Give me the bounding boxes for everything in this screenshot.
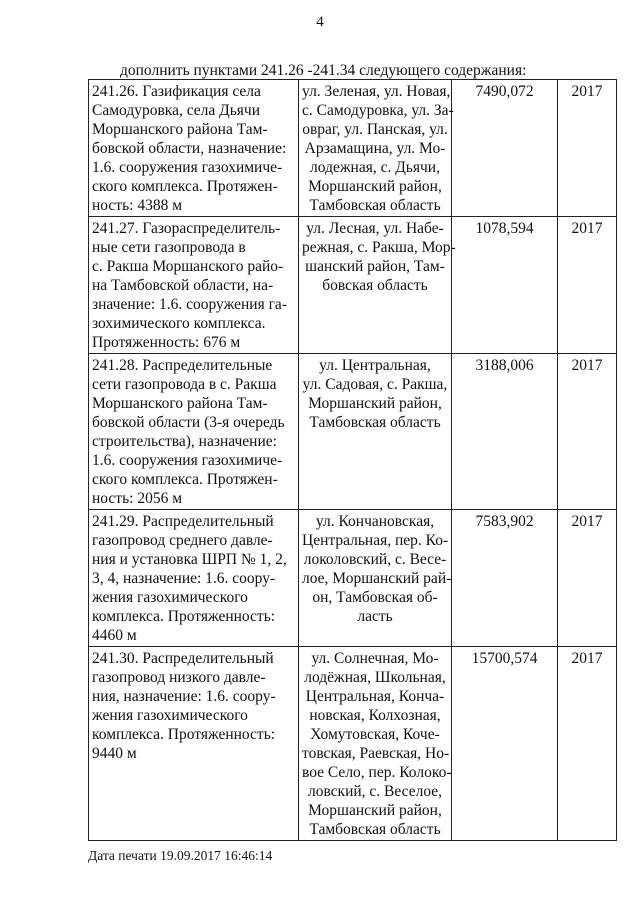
object-cost-cell: 3188,006 — [452, 354, 558, 510]
object-cost-cell: 1078,594 — [452, 217, 558, 354]
object-name-cell-line: комплекса. Протяженность: — [92, 608, 276, 625]
object-address-cell-line: Центральная, Конча- — [305, 688, 445, 705]
object-name-cell-line: ния и установка ШРП № 1, 2, — [92, 551, 287, 568]
object-address-cell-line: новская, Колхозная, — [309, 707, 441, 724]
object-address-cell-line: Тамбовская область — [309, 821, 441, 838]
object-year-cell: 2017 — [558, 217, 617, 354]
object-name-cell-line: 4460 м — [92, 627, 137, 644]
object-address-cell-line: лодежная, с. Дьячи, — [310, 159, 440, 176]
object-address-cell-line: Центральная, пер. Ко- — [302, 532, 449, 549]
object-name-cell-line: Протяженность: 676 м — [92, 334, 241, 351]
object-name-cell-line: сети газопровода в с. Ракша — [92, 376, 277, 393]
object-address-cell-line: локоловский, с. Весе- — [303, 551, 447, 568]
object-name-cell-line: жения газохимического — [92, 707, 248, 724]
object-name-cell-line: на Тамбовской области, на- — [92, 277, 274, 294]
object-name-cell — [89, 217, 299, 354]
object-year-cell: 2017 — [558, 354, 617, 510]
object-address-cell-line: лое, Моршанский рай- — [302, 570, 452, 587]
object-year-cell: 2017 — [558, 647, 617, 841]
object-name-cell-line: 1.6. сооружения газохимиче- — [92, 452, 283, 469]
object-name-cell — [89, 80, 299, 217]
object-address-cell-line: ул. Центральная, — [319, 357, 431, 374]
object-name-cell-line: ния, назначение: 1.6. соору- — [92, 688, 276, 705]
object-name-cell-line: с. Ракша Моршанского райо- — [92, 258, 284, 275]
object-address-cell-line: ласть — [357, 608, 393, 625]
object-name-cell-line: зохимического комплекса. — [92, 315, 266, 332]
object-address-cell — [299, 217, 456, 354]
object-name-cell-line: Моршанского района Там- — [92, 395, 268, 412]
object-name-cell-line: 241.28. Распределительные — [92, 357, 273, 374]
table-body — [89, 80, 617, 841]
table-row — [89, 510, 617, 647]
table-row — [89, 647, 617, 841]
object-name-cell — [89, 647, 299, 841]
object-name-cell-line: газопровод низкого давле- — [92, 669, 266, 686]
object-name-cell-line: 1.6. сооружения газохимиче- — [92, 159, 283, 176]
object-name-cell-line: ского комплекса. Протяжен- — [92, 471, 278, 488]
object-address-cell-line: шанский район, Там- — [305, 258, 445, 275]
object-address-cell-line: ул. Солнечная, Мо- — [311, 650, 439, 667]
table-row — [89, 217, 617, 354]
object-name-cell-line: комплекса. Протяженность: — [92, 726, 276, 743]
object-address-cell — [299, 354, 452, 510]
object-address-cell — [299, 510, 452, 647]
object-address-cell-line: ловский, с. Веселое, — [307, 783, 443, 800]
table-row — [89, 80, 617, 217]
object-name-cell-line: 241.29. Распределительный — [92, 513, 274, 530]
object-address-cell-line: режная, с. Ракша, Мор- — [302, 239, 456, 256]
object-address-cell-line: Моршанский район, — [308, 395, 442, 412]
object-address-cell-line: вое Село, пер. Колоко- — [302, 764, 452, 781]
object-name-cell-line: значение: 1.6. сооружения га- — [92, 296, 287, 313]
object-address-cell-line: ул. Кончановская, — [315, 513, 435, 530]
objects-table — [88, 79, 617, 841]
object-name-cell — [89, 510, 299, 647]
object-address-cell — [299, 80, 452, 217]
object-cost-cell: 7583,902 — [452, 510, 558, 647]
object-name-cell-line: Самодуровка, села Дьячи — [92, 102, 261, 119]
object-name-cell-line: ского комплекса. Протяжен- — [92, 178, 278, 195]
object-name-cell-line: 9440 м — [92, 745, 137, 762]
object-address-cell-line: ул. Садовая, с. Ракша, — [302, 376, 448, 393]
object-address-cell-line: Хомутовская, Коче- — [310, 726, 440, 743]
object-name-cell-line: 241.26. Газификация села — [92, 83, 261, 100]
object-name-cell-line: ность: 2056 м — [92, 490, 183, 507]
object-address-cell-line: овраг, ул. Панская, ул. — [302, 121, 448, 138]
object-address-cell-line: Моршанский район, — [308, 802, 442, 819]
table-row — [89, 354, 617, 510]
object-cost-cell: 15700,574 — [452, 647, 558, 841]
print-date-footer: Дата печати 19.09.2017 16:46:14 — [88, 848, 273, 863]
object-name-cell-line: жения газохимического — [92, 589, 248, 606]
object-address-cell-line: товская, Раевская, Но- — [302, 745, 450, 762]
object-name-cell-line: ность: 4388 м — [92, 197, 183, 214]
object-name-cell — [89, 354, 299, 510]
object-name-cell-line: 241.30. Распределительный — [92, 650, 274, 667]
object-name-cell-line: Моршанского района Там- — [92, 121, 268, 138]
page-number: 4 — [316, 14, 324, 30]
object-address-cell-line: Моршанский район, — [308, 178, 442, 195]
intro-text: дополнить пунктами 241.26 -241.34 следующего содержания: — [120, 62, 527, 79]
object-address-cell-line: с. Самодуровка, ул. За- — [302, 102, 454, 119]
object-name-cell-line: ные сети газопровода в — [92, 239, 246, 256]
object-name-cell-line: 241.27. Газораспределитель- — [92, 220, 281, 237]
object-address-cell-line: Тамбовская область — [309, 197, 441, 214]
object-address-cell-line: ул. Лесная, ул. Набе- — [306, 220, 444, 237]
object-address-cell — [299, 647, 452, 841]
object-name-cell-line: бовской области, назначение: — [92, 140, 287, 157]
object-address-cell-line: Тамбовская область — [309, 414, 441, 431]
object-address-cell-line: он, Тамбовская об- — [312, 589, 438, 606]
object-name-cell-line: бовской области (3-я очередь — [92, 414, 285, 431]
object-address-cell-line: Арзамащина, ул. Мо- — [304, 140, 446, 157]
object-name-cell-line: газопровод среднего давле- — [92, 532, 273, 549]
object-name-cell-line: строительства), назначение: — [92, 433, 277, 450]
object-year-cell: 2017 — [558, 80, 617, 217]
object-address-cell-line: ул. Зеленая, ул. Новая, — [302, 83, 451, 100]
object-name-cell-line: 3, 4, назначение: 1.6. соору- — [92, 570, 276, 587]
object-cost-cell: 7490,072 — [452, 80, 558, 217]
object-year-cell: 2017 — [558, 510, 617, 647]
object-address-cell-line: лодёжная, Школьная, — [304, 669, 446, 686]
object-address-cell-line: бовская область — [322, 277, 428, 294]
